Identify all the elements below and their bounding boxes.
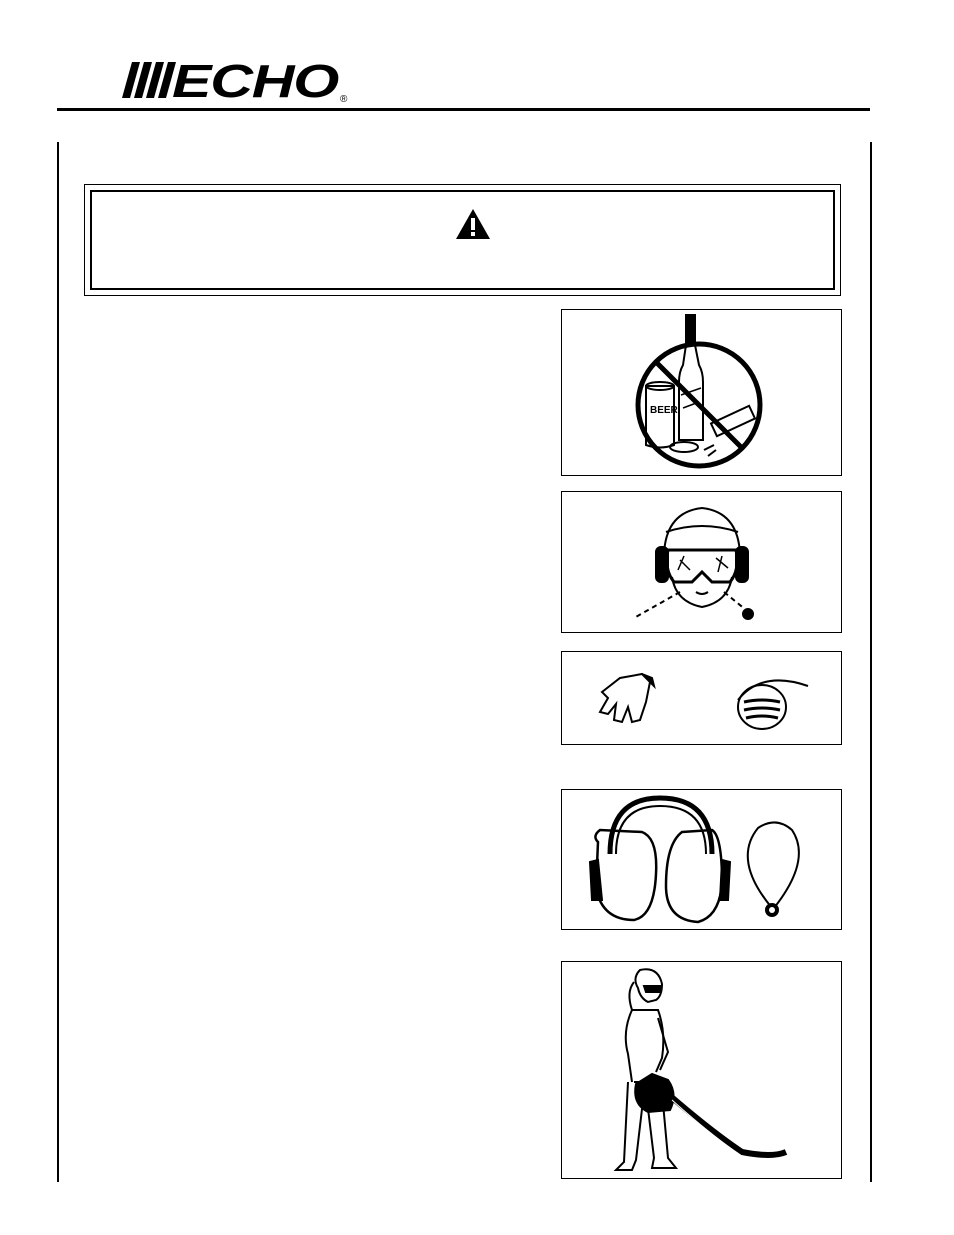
no-alcohol-drugs-illustration (561, 309, 842, 476)
warning-box-inner (90, 190, 835, 290)
gloves-and-mask-illustration (561, 651, 842, 745)
protective-clothing-operator-illustration (561, 961, 842, 1179)
eye-protection-illustration (561, 491, 842, 633)
margin-line-right (870, 142, 872, 1182)
header-rule (57, 108, 870, 111)
warning-triangle-icon (455, 208, 491, 240)
beer-can-label: BEER (650, 405, 678, 416)
margin-line-left (57, 142, 59, 1182)
registered-mark: ® (340, 94, 348, 104)
echo-logo (118, 56, 354, 104)
warning-box (84, 184, 841, 296)
ear-protection-illustration (561, 789, 842, 930)
brand-name: ECHO (172, 56, 340, 104)
